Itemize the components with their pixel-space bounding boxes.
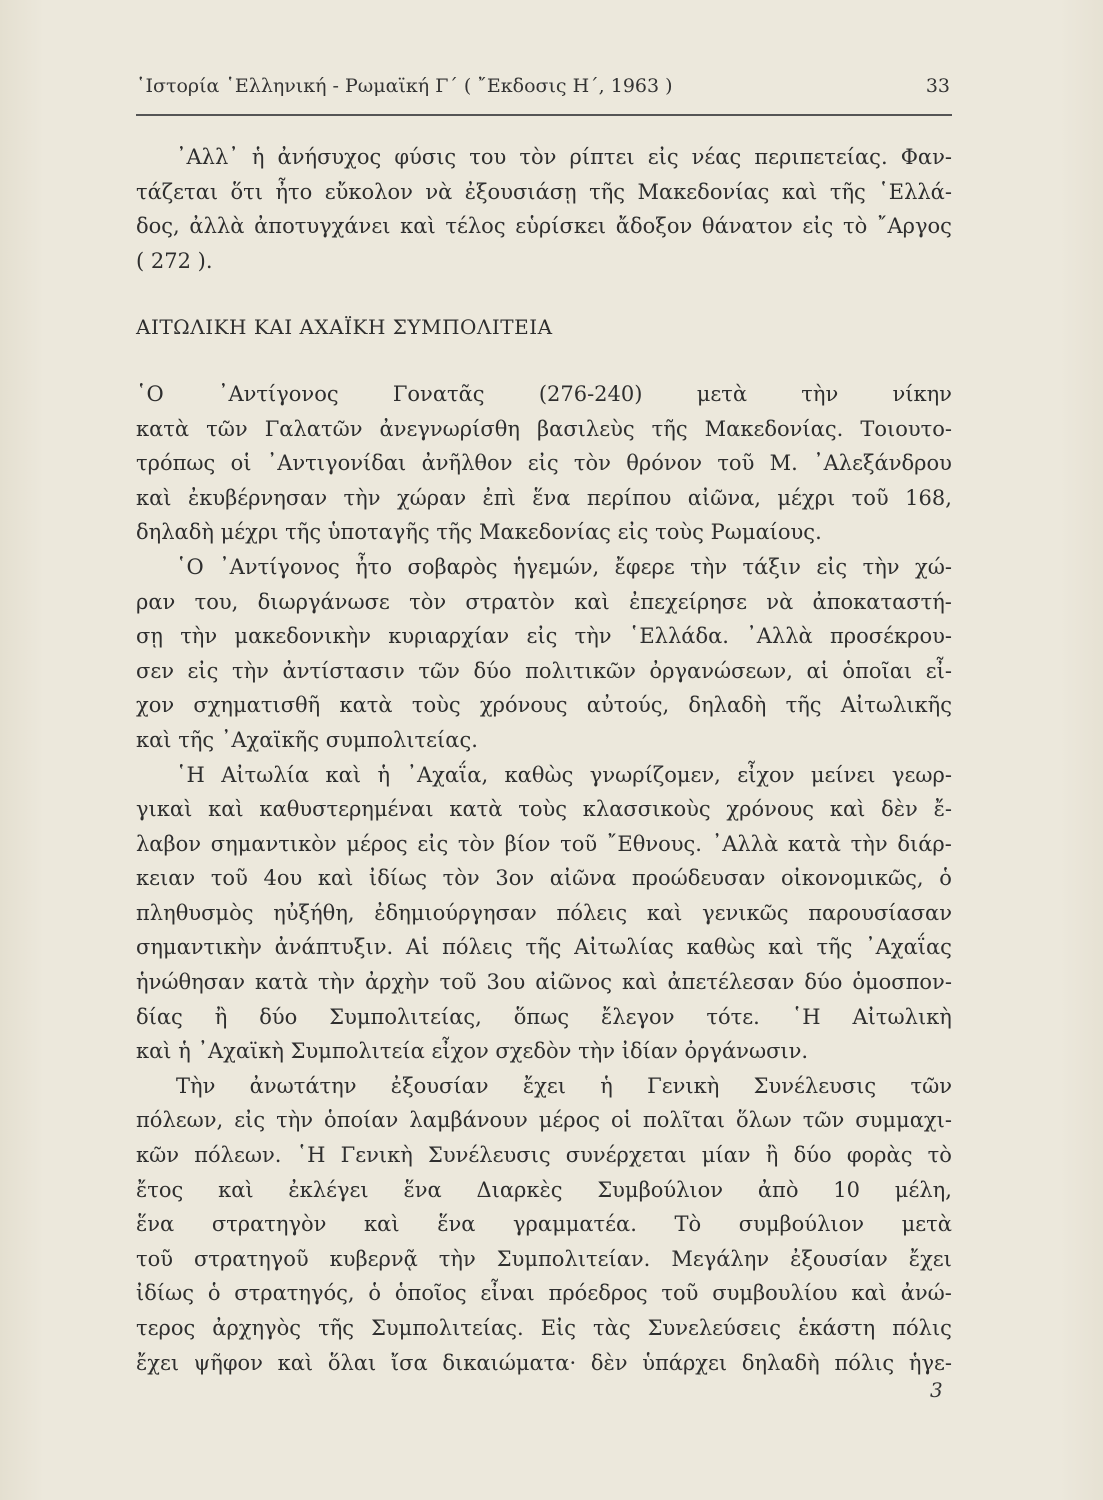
- text-line: κειαν τοῦ 4ου καὶ ἰδίως τὸν 3ον αἰῶνα προώδευσαν οἰκονομικῶς, ὁ: [136, 866, 952, 891]
- text-line: ᾿Αλλ᾿ ἡ ἀνήσυχος φύσις του τὸν ρίπτει εἰς νέας περιπετείας. Φαν-: [176, 145, 952, 169]
- text-line: τάζεται ὅτι ἦτο εὔκολον νὰ ἐξουσιάσῃ τῆς Μακεδονίας καὶ τῆς ῾Ελλά-: [136, 179, 952, 204]
- text-line: ἔτος καὶ ἐκλέγει ἕνα Διαρκὲς Συμβούλιον ἀπὸ 10 μέλη,: [136, 1177, 952, 1202]
- text-line: καὶ ἐκυβέρνησαν τὴν χώραν ἐπὶ ἕνα περίπου αἰῶνα, μέχρι τοῦ 168,: [136, 485, 952, 510]
- text-line: τερος ἀρχηγὸς τῆς Συμπολιτείας. Εἰς τὰς Συνελεύσεις ἑκάστη πόλις: [136, 1316, 952, 1340]
- text-line: ἡνώθησαν κατὰ τὴν ἀρχὴν τοῦ 3ου αἰῶνος καὶ ἀπετέλεσαν δύο ὁμοσπον-: [136, 970, 952, 995]
- text-line: σημαντικὴν ἀνάπτυξιν. Αἱ πόλεις τῆς Αἰτωλίας καθὼς καὶ τῆς ᾿Αχαΐας: [136, 935, 952, 960]
- page-number: 33: [925, 75, 950, 97]
- text-line: πληθυσμὸς ηὐξήθη, ἐδημιούργησαν πόλεις καὶ γενικῶς παρουσίασαν: [136, 900, 952, 925]
- text-line: σεν εἰς τὴν ἀντίστασιν τῶν δύο πολιτικῶν ὀργανώσεων, αἱ ὁποῖαι εἶ-: [136, 658, 952, 683]
- text-line: ῾Ο ᾿Αντίγονος Γονατᾶς (276-240) μετὰ τὴν νίκην: [136, 381, 952, 406]
- text-line: ῾Ο ᾿Αντίγονος ἦτο σοβαρὸς ἡγεμών, ἔφερε τὴν τάξιν εἰς τὴν χώ-: [176, 554, 952, 579]
- text-line: λαβον σημαντικὸν μέρος εἰς τὸν βίον τοῦ ῎Εθνους. ᾿Αλλὰ κατὰ τὴν διάρ-: [136, 831, 952, 856]
- text-line: ( 272 ).: [136, 248, 213, 273]
- section-heading: ΑΙΤΩΛΙΚΗ ΚΑΙ ΑΧΑΪΚΗ ΣΥΜΠΟΛΙΤΕΙΑ: [136, 315, 553, 340]
- text-line: χον σχηματισθῆ κατὰ τοὺς χρόνους αὐτούς, δηλαδὴ τῆς Αἰτωλικῆς: [136, 693, 952, 718]
- text-line: πόλεων, εἰς τὴν ὁποίαν λαμβάνουν μέρος οἱ πολῖται ὅλων τῶν συμμαχι-: [136, 1108, 952, 1133]
- text-line: καὶ τῆς ᾿Αχαϊκῆς συμπολιτείας.: [136, 727, 478, 752]
- text-line: κῶν πόλεων. ῾Η Γενικὴ Συνέλευσις συνέρχεται μίαν ἢ δύο φορὰς τὸ: [136, 1143, 952, 1168]
- text-line: δίας ἢ δύο Συμπολιτείας, ὅπως ἔλεγον τότε. ῾Η Αἰτωλικὴ: [136, 1004, 952, 1029]
- signature-mark: 3: [930, 1378, 943, 1402]
- text-line: τοῦ στρατηγοῦ κυβερνᾷ τὴν Συμπολιτείαν. Μεγάλην ἐξουσίαν ἔχει: [136, 1246, 952, 1271]
- text-line: ῾Η Αἰτωλία καὶ ἡ ᾿Αχαΐα, καθὼς γνωρίζομεν, εἶχον μείνει γεωρ-: [176, 762, 952, 787]
- text-line: ἕνα στρατηγὸν καὶ ἕνα γραμματέα. Τὸ συμβούλιον μετὰ: [136, 1212, 952, 1237]
- running-header: [136, 75, 952, 105]
- text-line: κατὰ τῶν Γαλατῶν ἀνεγνωρίσθη βασιλεὺς τῆς Μακεδονίας. Τοιουτο-: [136, 416, 952, 441]
- text-line: γικαὶ καὶ καθυστερημέναι κατὰ τοὺς κλασσικοὺς χρόνους καὶ δὲν ἔ-: [136, 797, 952, 822]
- text-line: τρόπως οἱ ᾿Αντιγονίδαι ἀνῆλθον εἰς τὸν θρόνον τοῦ Μ. ᾿Αλεξάνδρου: [136, 451, 952, 476]
- text-line: δηλαδὴ μέχρι τῆς ὑποταγῆς τῆς Μακεδονίας εἰς τοὺς Ρωμαίους.: [136, 520, 822, 545]
- text-line: ἔχει ψῆφον καὶ ὅλαι ἴσα δικαιώματα· δὲν ὑπάρχει δηλαδὴ πόλις ἡγε-: [136, 1350, 952, 1375]
- body-text: [136, 140, 952, 1380]
- running-title: ῾Ιστορία ῾Ελληνική - Ρωμαϊκή Γ΄ ( ῎Εκδοσις Η΄, 1963 ): [136, 75, 673, 97]
- header-rule: [136, 114, 952, 116]
- text-line: σῃ τὴν μακεδονικὴν κυριαρχίαν εἰς τὴν ῾Ελλάδα. ᾿Αλλὰ προσέκρου-: [136, 624, 952, 649]
- text-line: καὶ ἡ ᾿Αχαϊκὴ Συμπολιτεία εἶχον σχεδὸν τὴν ἰδίαν ὀργάνωσιν.: [136, 1039, 809, 1064]
- text-line: δος, ἀλλὰ ἀποτυγχάνει καὶ τέλος εὑρίσκει ἄδοξον θάνατον εἰς τὸ ῎Αργος: [136, 214, 952, 239]
- text-line: Τὴν ἀνωτάτην ἐξουσίαν ἔχει ἡ Γενικὴ Συνέλευσις τῶν: [176, 1073, 952, 1098]
- text-line: ραν του, διωργάνωσε τὸν στρατὸν καὶ ἐπεχείρησε νὰ ἀποκαταστή-: [136, 589, 952, 614]
- text-line: ἰδίως ὁ στρατηγός, ὁ ὁποῖος εἶναι πρόεδρος τοῦ συμβουλίου καὶ ἀνώ-: [136, 1281, 952, 1306]
